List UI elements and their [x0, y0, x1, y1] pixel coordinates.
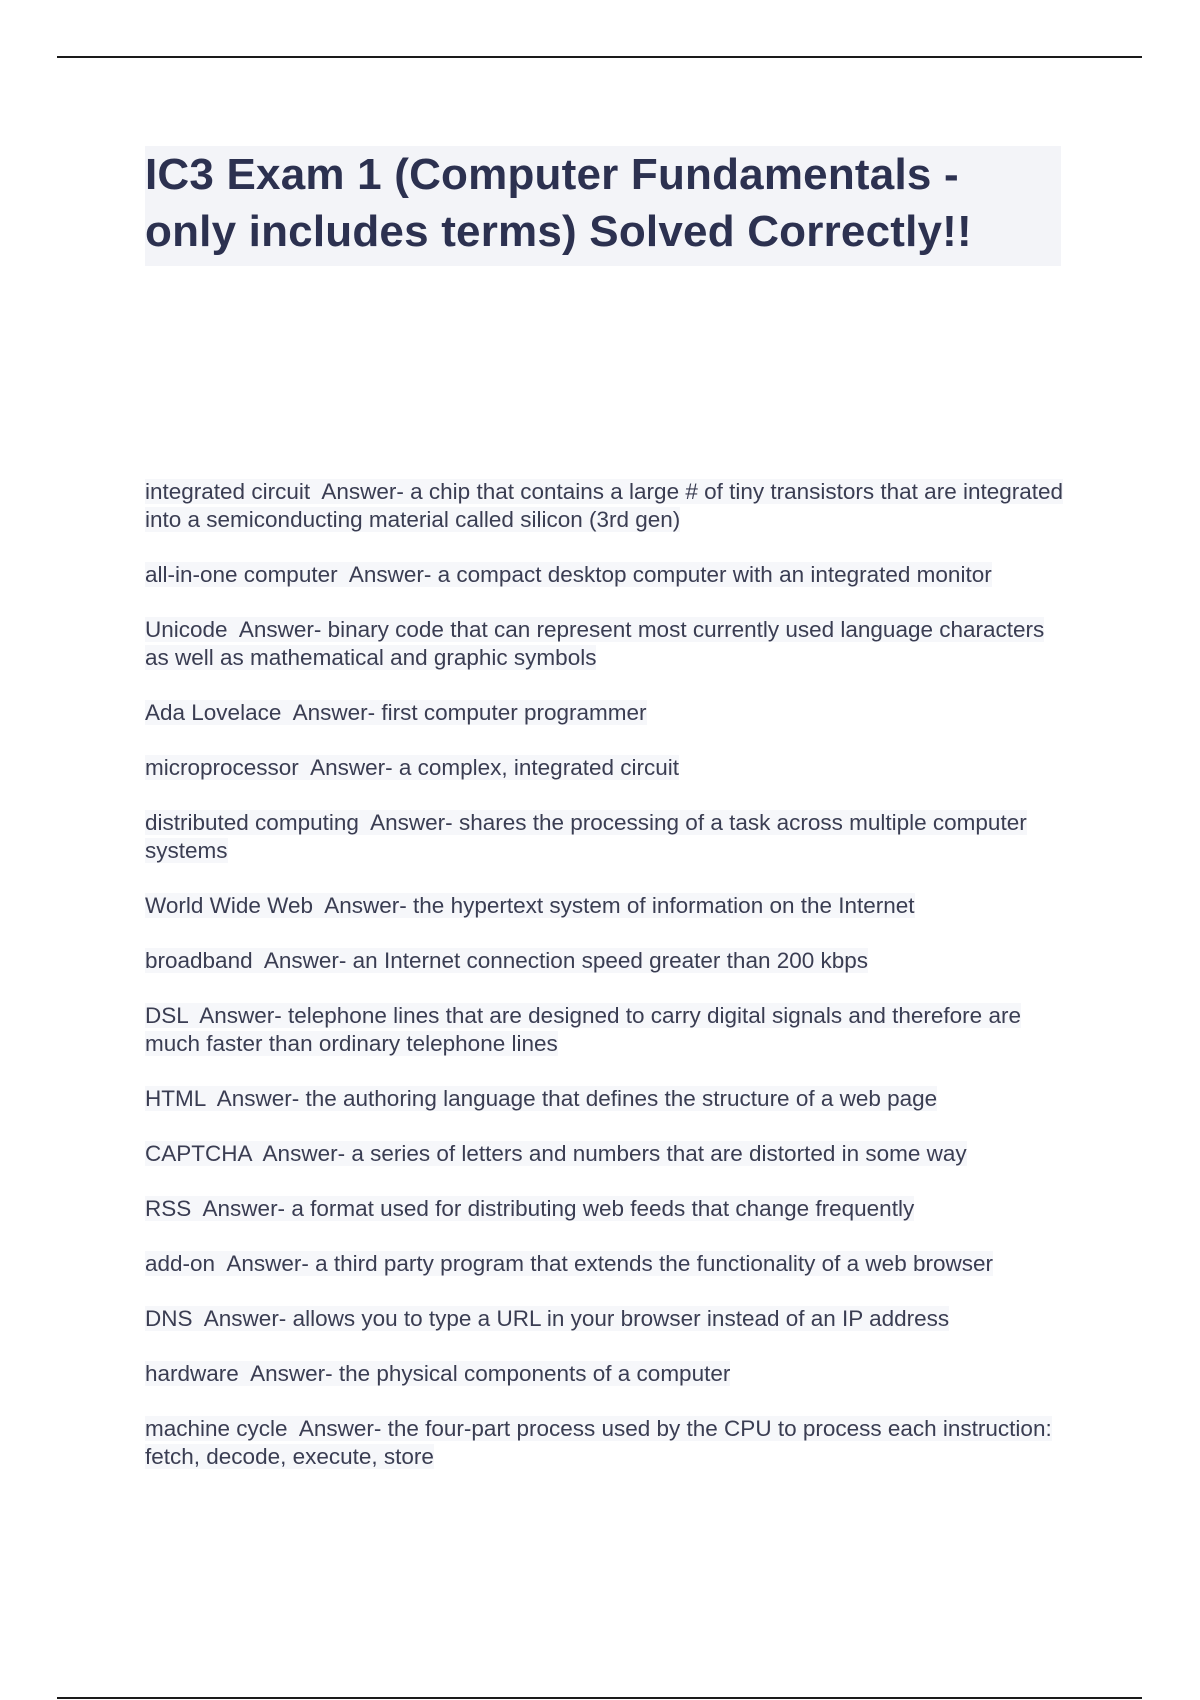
- term-name: broadband: [145, 948, 253, 973]
- term-answer: a third party program that extends the functionality of a web browser: [315, 1251, 993, 1276]
- list-item: [145, 892, 1065, 920]
- answer-prefix: Answer-: [202, 1196, 286, 1221]
- term-answer: a complex, integrated circuit: [398, 755, 679, 780]
- term-name: add-on: [145, 1251, 216, 1276]
- answer-prefix: Answer-: [321, 479, 404, 504]
- term-answer: a chip that contains a large # of tiny transistors that are integrated into a semiconducting material called silicon (3rd gen): [145, 479, 1064, 532]
- list-item: [145, 1195, 1065, 1223]
- title-block: [145, 146, 1061, 266]
- list-item: [145, 1250, 1065, 1278]
- list-item: [145, 809, 1065, 865]
- term-answer: a compact desktop computer with an integrated monitor: [437, 562, 992, 587]
- answer-prefix: Answer-: [216, 1086, 300, 1111]
- answer-prefix: Answer-: [298, 1416, 382, 1441]
- answer-prefix: Answer-: [262, 1141, 346, 1166]
- term-name: World Wide Web: [145, 893, 313, 918]
- term-answer: binary code that can represent most currently used language characters as well as mathematical and graphic symbols: [145, 617, 1045, 670]
- list-item: [145, 561, 1065, 589]
- list-item: [145, 616, 1065, 672]
- answer-prefix: Answer-: [370, 810, 453, 835]
- term-name: HTML: [145, 1086, 206, 1111]
- term-name: machine cycle: [145, 1416, 288, 1441]
- list-item: [145, 478, 1065, 534]
- term-name: all-in-one computer: [145, 562, 338, 587]
- terms-list: [145, 478, 1065, 1498]
- term-answer: a format used for distributing web feeds that change frequently: [291, 1196, 915, 1221]
- term-name: DNS: [145, 1306, 193, 1331]
- list-item: [145, 947, 1065, 975]
- answer-prefix: Answer-: [324, 893, 407, 918]
- term-name: microprocessor: [145, 755, 299, 780]
- answer-prefix: Answer-: [292, 700, 376, 725]
- answer-prefix: Answer-: [348, 562, 432, 587]
- header-rule: [57, 56, 1142, 58]
- term-name: DSL: [145, 1003, 188, 1028]
- term-answer: telephone lines that are designed to carry digital signals and therefore are much faster than ordinary telephone lines: [145, 1003, 1021, 1056]
- term-name: integrated circuit: [145, 479, 311, 504]
- footer-rule: [57, 1697, 1142, 1699]
- list-item: [145, 1085, 1065, 1113]
- term-name: Unicode: [145, 617, 228, 642]
- term-answer: the physical components of a computer: [338, 1361, 731, 1386]
- answer-prefix: Answer-: [226, 1251, 309, 1276]
- term-answer: an Internet connection speed greater than 200 kbps: [352, 948, 869, 973]
- answer-prefix: Answer-: [250, 1361, 333, 1386]
- term-answer: the four-part process used by the CPU to process each instruction: fetch, decode, execute, store: [145, 1416, 1052, 1469]
- term-answer: allows you to type a URL in your browser instead of an IP address: [292, 1306, 950, 1331]
- term-name: hardware: [145, 1361, 239, 1386]
- list-item: [145, 1415, 1065, 1471]
- term-name: CAPTCHA: [145, 1141, 252, 1166]
- term-name: Ada Lovelace: [145, 700, 282, 725]
- list-item: [145, 1140, 1065, 1168]
- term-answer: the hypertext system of information on the Internet: [413, 893, 915, 918]
- term-answer: the authoring language that defines the structure of a web page: [305, 1086, 938, 1111]
- list-item: [145, 1305, 1065, 1333]
- answer-prefix: Answer-: [199, 1003, 282, 1028]
- page-title: IC3 Exam 1 (Computer Fundamentals - only includes terms) Solved Correctly!!: [145, 150, 972, 256]
- term-name: distributed computing: [145, 810, 359, 835]
- list-item: [145, 699, 1065, 727]
- answer-prefix: Answer-: [310, 755, 393, 780]
- term-name: RSS: [145, 1196, 192, 1221]
- term-answer: first computer programmer: [381, 700, 647, 725]
- answer-prefix: Answer-: [238, 617, 322, 642]
- term-answer: a series of letters and numbers that are distorted in some way: [351, 1141, 967, 1166]
- list-item: [145, 1360, 1065, 1388]
- answer-prefix: Answer-: [203, 1306, 287, 1331]
- answer-prefix: Answer-: [263, 948, 347, 973]
- list-item: [145, 1002, 1065, 1058]
- term-answer: shares the processing of a task across multiple computer systems: [145, 810, 1027, 863]
- list-item: [145, 754, 1065, 782]
